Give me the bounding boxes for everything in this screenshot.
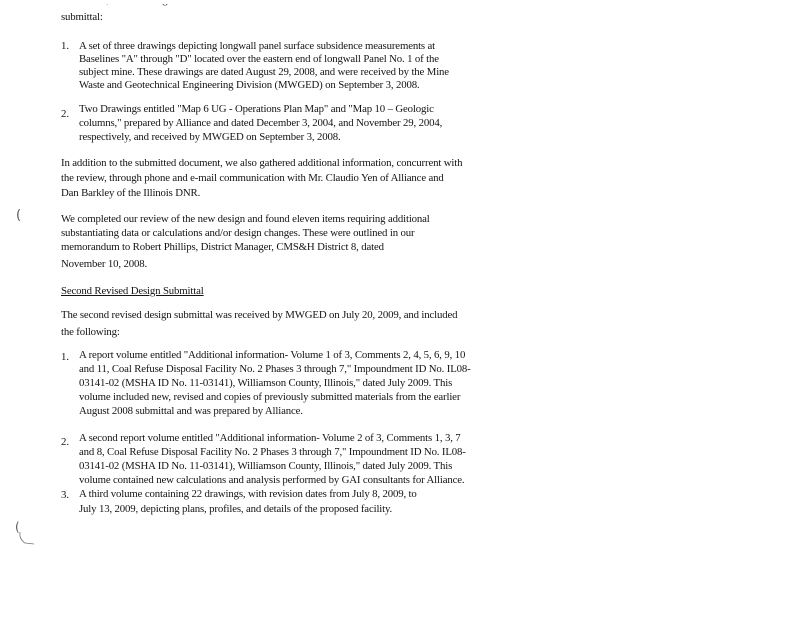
list2-item3-line1: A third volume containing 22 drawings, with revision dates from July 8, 2009, to [79, 488, 417, 500]
list2-item3-line2: July 13, 2009, depicting plans, profiles, and details of the proposed facility. [79, 503, 393, 515]
section-heading: Second Revised Design Submittal [61, 285, 204, 297]
para-review-line2: substantiating data or calculations and/or design changes. These were outlined in our [61, 227, 415, 239]
scan-mark-lower: ( [15, 520, 20, 534]
para-additional-line2: the review, through phone and e-mail communication with Mr. Claudio Yen of Alliance and [61, 172, 444, 184]
para-second-line2: the following: [61, 326, 120, 338]
list2-item2-number: 2. [61, 436, 70, 448]
para-review-line1: We completed our review of the new design and found eleven items requiring additional [61, 213, 430, 225]
list2-item1-number: 1. [61, 351, 70, 363]
list2-item2-line2: and 8, Coal Refuse Disposal Facility No. 2 Phases 3 through 7," Impoundment ID No. IL08- [79, 446, 466, 458]
list1-item1-line1: A set of three drawings depicting longwall panel surface subsidence measurements at [79, 40, 436, 52]
list1-item1-line2: Baselines "A" through "D" located over the eastern end of longwall Panel No. 1 of the [79, 53, 439, 65]
list2-item2-line4: volume contained new calculations and analysis performed by GAI consultants for Alliance. [79, 474, 465, 486]
list2-item1-line2: and 11, Coal Refuse Disposal Facility No. 2 Phases 3 through 7," Impoundment ID No. IL08- [79, 363, 471, 375]
para-additional-line1: In addition to the submitted document, we also gathered additional information, concurrent with [61, 157, 463, 169]
list2-item1-line4: volume included new, revised and copies of previously submitted materials from the earlier [79, 391, 461, 403]
scan-mark-upper: ( [16, 208, 22, 223]
list1-item2-line3: respectively, and received by MWGED on September 3, 2008. [79, 131, 341, 143]
list1-item1-line3: subject mine. These drawings are dated August 29, 2008, and were received by the Mine [79, 66, 449, 78]
para-second-line1: The second revised design submittal was received by MWGED on July 20, 2009, and included [61, 309, 458, 321]
list1-item2-line1: Two Drawings entitled "Map 6 UG - Operations Plan Map" and "Map 10 – Geologic [79, 103, 434, 115]
scan-mark-lower-stroke [17, 530, 37, 546]
list1-item2-number: 2. [61, 108, 70, 120]
para-review-line3: memorandum to Robert Phillips, District Manager, CMS&H District 8, dated [61, 241, 384, 253]
list1-item1-number: 1. [61, 40, 70, 52]
list2-item1-line5: August 2008 submittal and was prepared by Alliance. [79, 405, 303, 417]
list1-item2-line2: columns," prepared by Alliance and dated December 3, 2004, and November 29, 2004, [79, 117, 443, 129]
list2-item1-line3: 03141-02 (MSHA ID No. 11-03141), Williamson County, Illinois," dated July 2009. This [79, 377, 453, 389]
list2-item1-line1: A report volume entitled "Additional information- Volume 1 of 3, Comments 2, 4, 5, 6, 9, 10 [79, 349, 466, 361]
scan-top-edge [0, 0, 800, 4]
para-review-line4: November 10, 2008. [61, 258, 148, 270]
list1-item1-line4: Waste and Geotechnical Engineering Division (MWGED) on September 3, 2008. [79, 79, 420, 91]
para-additional-line3: Dan Barkley of the Illinois DNR. [61, 187, 201, 199]
intro-line-2: submittal: [61, 11, 103, 23]
list2-item2-line3: 03141-02 (MSHA ID No. 11-03141), Williamson County, Illinois," dated July 2009. This [79, 460, 453, 472]
list2-item2-line1: A second report volume entitled "Additional information- Volume 2 of 3, Comments 1, 3, 7 [79, 432, 461, 444]
list2-item3-number: 3. [61, 489, 70, 501]
